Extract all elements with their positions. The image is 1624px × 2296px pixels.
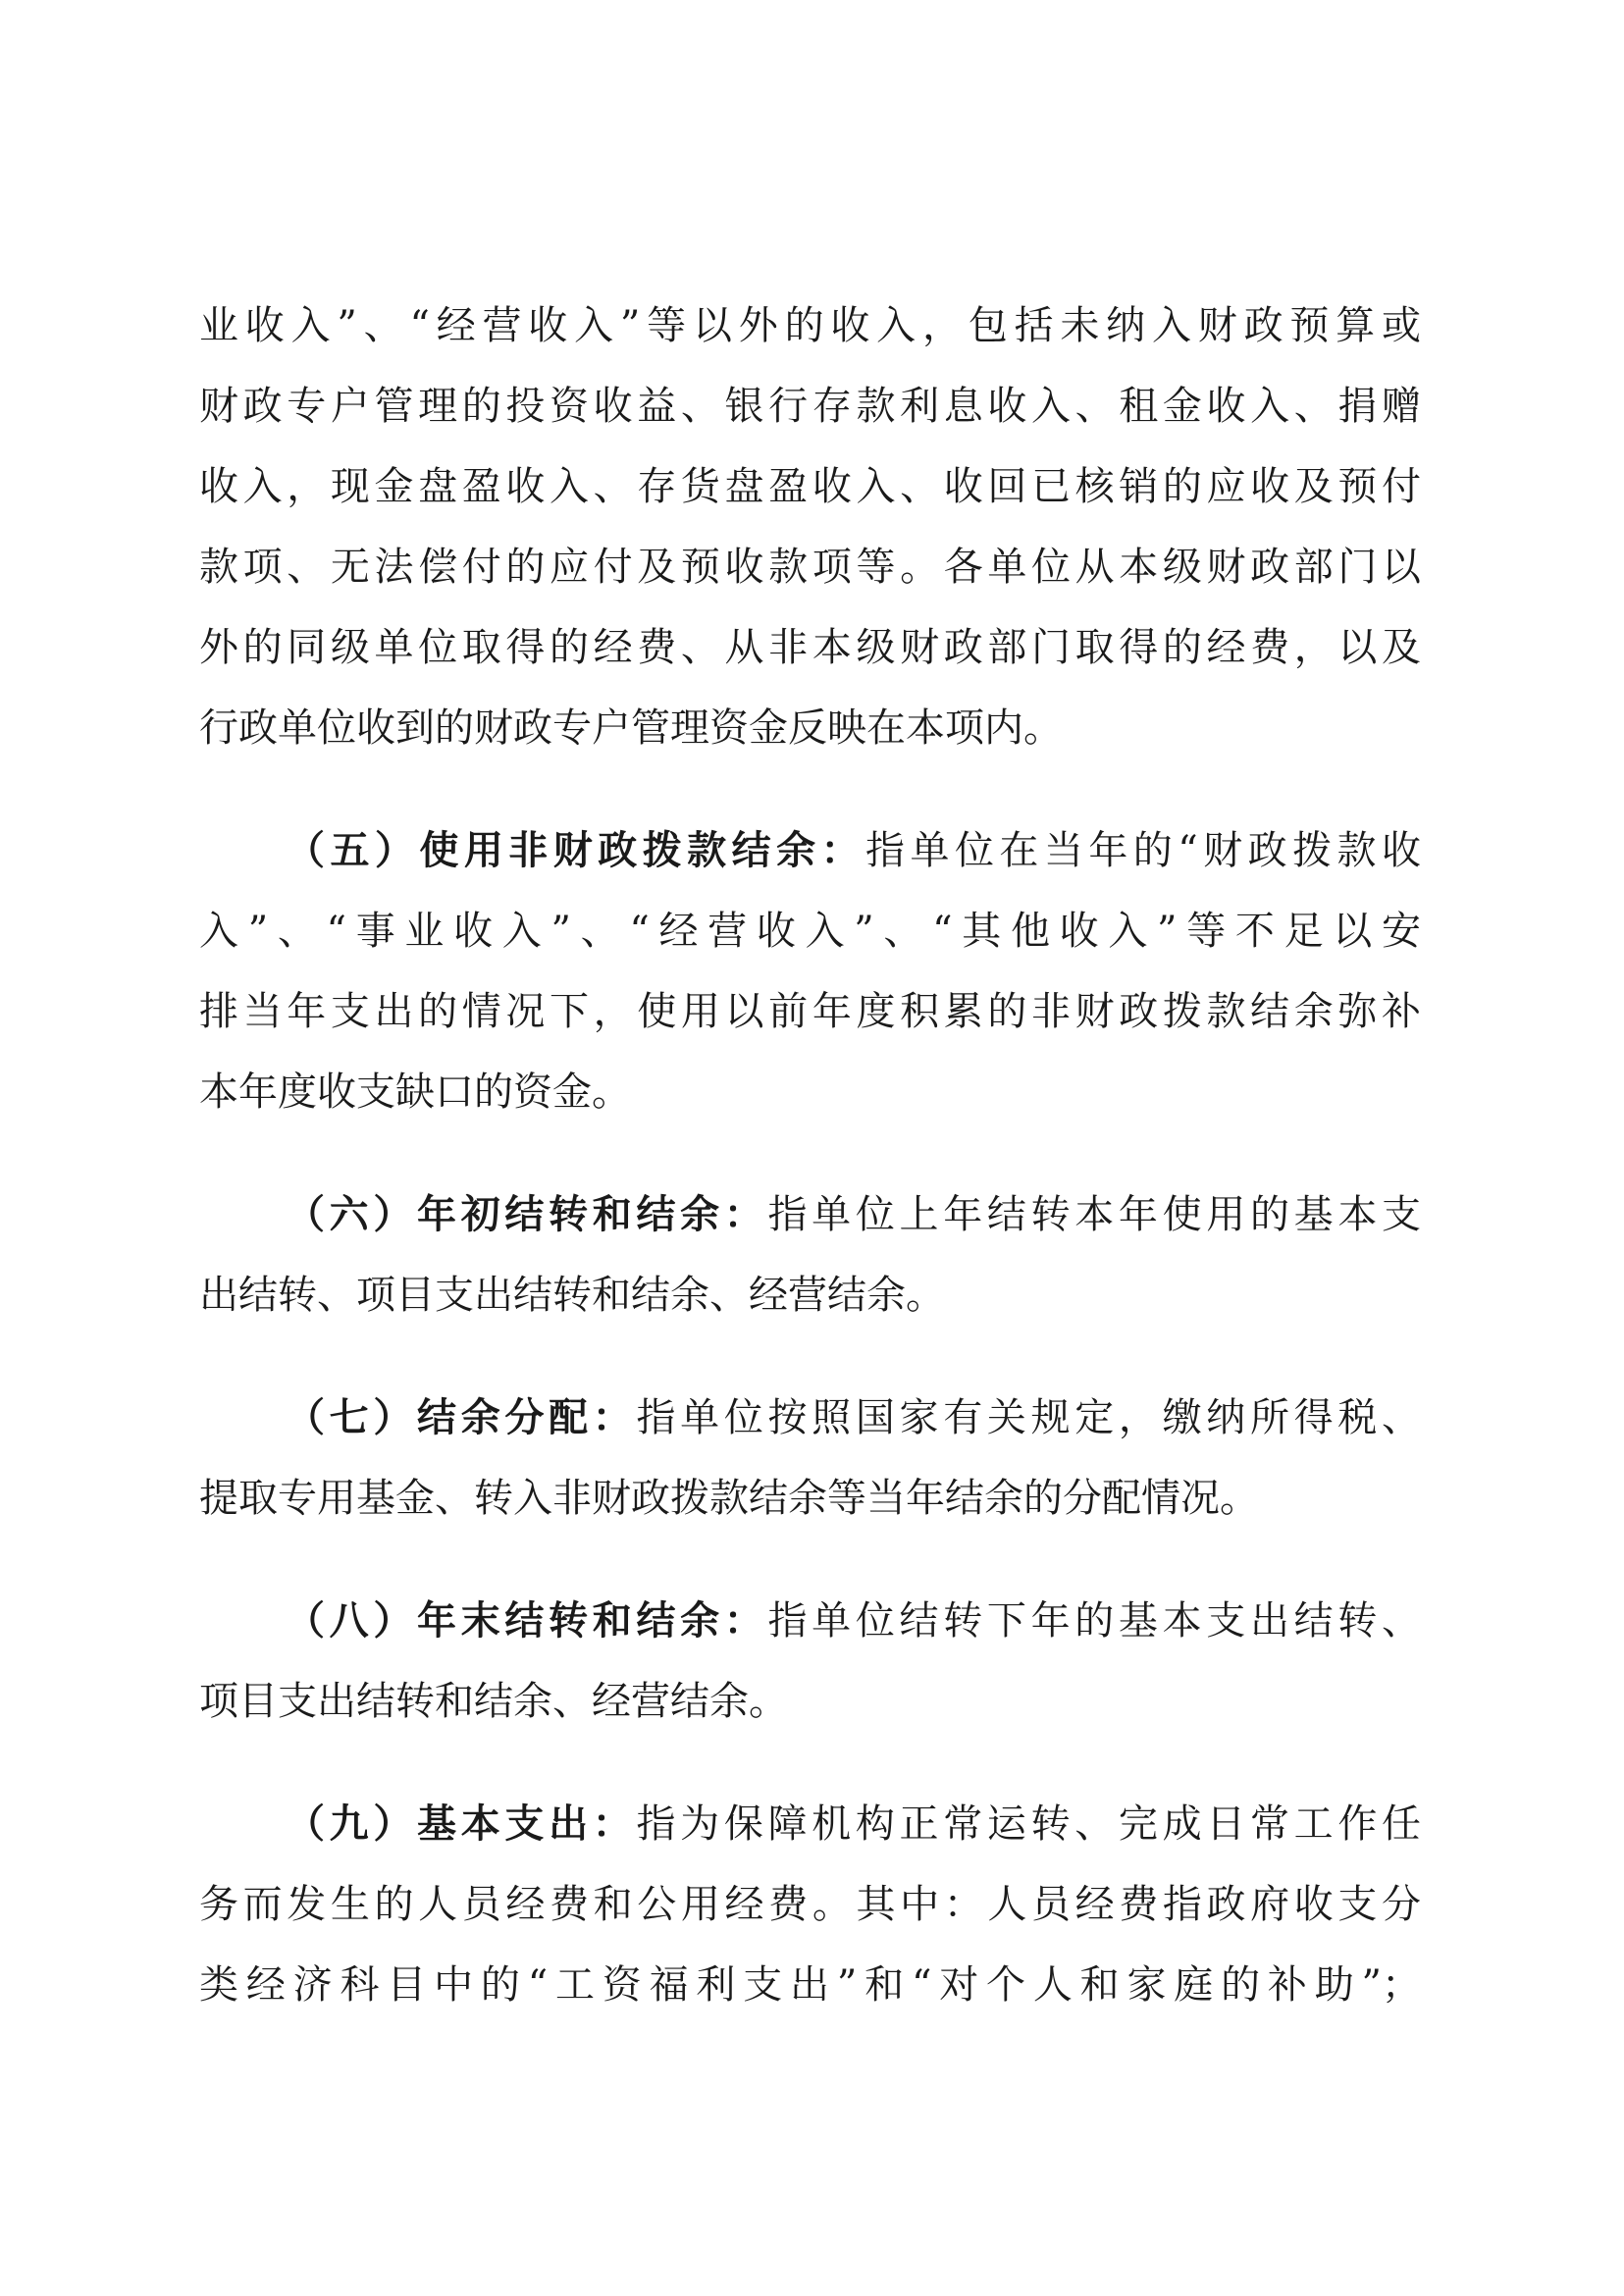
paragraph-line: 类经济科目中的“工资福利支出”和“对个人和家庭的补助”； (199, 1962, 1421, 2008)
item-8-heading: （八）年末结转和结余： (286, 1598, 768, 1644)
item-6-text: 指单位上年结转本年使用的基本支 (767, 1192, 1422, 1237)
item-5-heading: （五）使用非财政拨款结余： (286, 828, 866, 873)
item-5-text: 指单位在当年的“财政拨款收 (865, 828, 1422, 873)
paragraph-line: 财政专户管理的投资收益、银行存款利息收入、租金收入、捐赠 (199, 384, 1421, 429)
paragraph-line: 入”、“事业收入”、“经营收入”、“其他收入”等不足以安 (199, 909, 1421, 954)
item-8-text: 指单位结转下年的基本支出结转、 (767, 1598, 1422, 1644)
item-7-first-line (286, 1380, 1421, 1456)
paragraph-line: 款项、无法偿付的应付及预收款项等。各单位从本级财政部门以 (199, 545, 1421, 590)
item-8-first-line (286, 1583, 1421, 1659)
item-9-heading: （九）基本支出： (286, 1801, 637, 1847)
paragraph-line: 提取专用基金、转入非财政拨款结余等当年结余的分配情况。 (199, 1476, 1259, 1521)
paragraph-line: 本年度收支缺口的资金。 (199, 1070, 631, 1115)
paragraph-line: 业收入”、“经营收入”等以外的收入，包括未纳入财政预算或 (199, 303, 1421, 348)
paragraph-line: 收入，现金盘盈收入、存货盘盈收入、收回已核销的应收及预付 (199, 464, 1421, 509)
item-5-first-line (286, 812, 1421, 889)
item-9-text: 指为保障机构正常运转、完成日常工作任 (636, 1801, 1422, 1847)
item-7-heading: （七）结余分配： (286, 1395, 637, 1440)
item-6-first-line (286, 1176, 1421, 1253)
paragraph-line: 项目支出结转和结余、经营结余。 (199, 1679, 788, 1724)
paragraph-line: 务而发生的人员经费和公用经费。其中：人员经费指政府收支分 (199, 1882, 1421, 1927)
paragraph-line: 外的同级单位取得的经费、从非本级财政部门取得的经费，以及 (199, 625, 1421, 670)
item-9-first-line (286, 1786, 1421, 1862)
item-7-text: 指单位按照国家有关规定，缴纳所得税、 (636, 1395, 1422, 1440)
paragraph-line: 行政单位收到的财政专户管理资金反映在本项内。 (199, 705, 1063, 751)
paragraph-line: 出结转、项目支出结转和结余、经营结余。 (199, 1273, 945, 1318)
item-6-heading: （六）年初结转和结余： (286, 1192, 768, 1237)
paragraph-line: 排当年支出的情况下，使用以前年度积累的非财政拨款结余弥补 (199, 989, 1421, 1034)
